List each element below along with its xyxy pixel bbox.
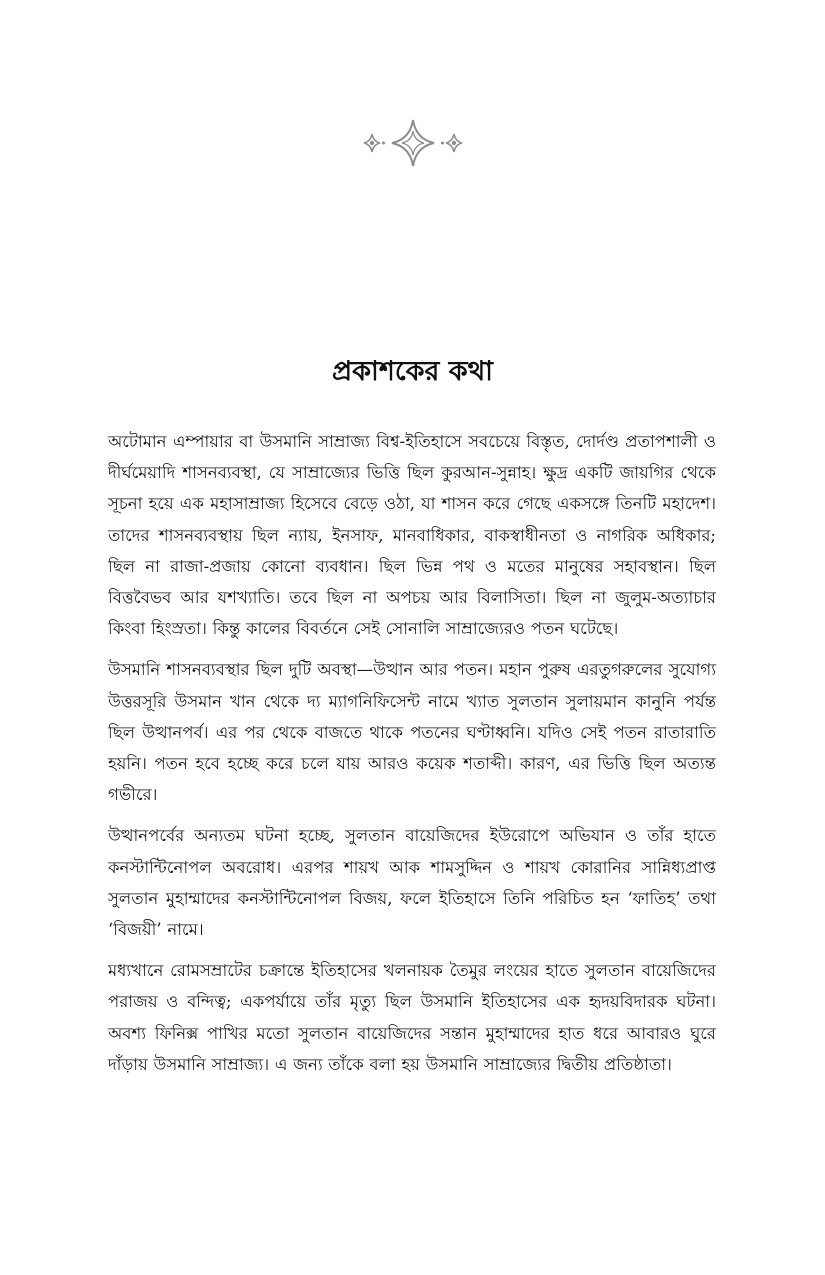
paragraph: মধ্যখানে রোমসম্রাটের চক্রান্তে ইতিহাসের খলনায়ক তৈমুর লংয়ের হাতে সুলতান বায়েজিদের পরাজয় ও বন্দিত্ব; একপর্যায়ে তাঁর মৃত্যু ছিল উসমানি ইতিহাসের এক হৃদয়বিদারক ঘটনা। অবশ্য ফিনিক্স পাখির মতো সুলতান বায়েজিদের সন্তান মুহাম্মাদের হাত ধরে আবারও ঘুরে দাঁড়ায় উসমানি সাম্রাজ্য। এ জন্য তাঁকে বলা হয় উসমানি সাম্রাজ্যের দ্বিতীয় প্রতিষ্ঠাতা। xyxy=(108,961,716,1074)
body-text xyxy=(108,426,716,1090)
small-star-right-icon xyxy=(441,134,462,152)
page-title: প্রকাশকের কথা xyxy=(331,356,494,387)
paragraph: অটোমান এম্পায়ার বা উসমানি সাম্রাজ্য বিশ্ব-ইতিহাসে সবচেয়ে বিস্তৃত, দোর্দণ্ড প্রতাপশালী ও দীর্ঘমেয়াদি শাসনব্যবস্থা, যে সাম্রাজ্যের ভিত্তি ছিল কুরআন-সুন্নাহ। ক্ষুদ্র একটি জায়গির থেকে সূচনা হয়ে এক মহাসাম্রাজ্য হিসেবে বেড়ে ওঠা, যা শাসন করে গেছে একসঙ্গে তিনটি মহাদেশ। তাদের শাসনব্যবস্থায় ছিল ন্যায়, ইনসাফ, মানবাধিকার, বাকস্বাধীনতা ও নাগরিক অধিকার; ছিল না রাজা-প্রজায় কোনো ব্যবধান। ছিল ভিন্ন পথ ও মতের মানুষের সহাবস্থান। ছিল বিত্তবৈভব আর যশখ্যাতি। তবে ছিল না অপচয় আর বিলাসিতা। ছিল না জুলুম-অত্যাচার কিংবা হিংস্রতা। কিন্তু কালের বিবর্তনে সেই সোনালি সাম্রাজ্যেরও পতন ঘটেছে। xyxy=(108,432,716,639)
paragraph: উসমানি শাসনব্যবস্থার ছিল দুটি অবস্থা—উত্থান আর পতন। মহান পুরুষ এরতুগরুলের সুযোগ্য উত্তরসূরি উসমান খান থেকে দ্য ম্যাগনিফিসেন্ট নামে খ্যাত সুলতান সুলায়মান কানুনি পর্যন্ত ছিল উত্থানপর্ব। এর পর থেকে বাজতে থাকে পতনের ঘণ্টাধ্বনি। যদিও সেই পতন রাতারাতি হয়নি। পতন হবে হচ্ছে করে চলে যায় আরও কয়েক শতাব্দী। কারণ, এর ভিত্তি ছিল অত্যন্ত গভীরে। xyxy=(108,660,716,805)
paragraph: উত্থানপর্বের অন্যতম ঘটনা হচ্ছে, সুলতান বায়েজিদের ইউরোপে অভিযান ও তাঁর হাতে কনস্টান্টিনোপল অবরোধ। এরপর শায়খ আক শামসুদ্দিন ও শায়খ কোরানির সান্নিধ্যপ্রাপ্ত সুলতান মুহাম্মাদের কনস্টান্টিনোপল বিজয়, ফলে ইতিহাসে তিনি পরিচিত হন ‘ফাতিহ’ তথা ‘বিজয়ী’ নামে। xyxy=(108,826,716,940)
ornament-graphic xyxy=(358,114,468,174)
large-star-center-icon xyxy=(392,120,434,166)
small-star-left-icon xyxy=(364,134,385,152)
star-ornament-icon xyxy=(0,112,825,176)
